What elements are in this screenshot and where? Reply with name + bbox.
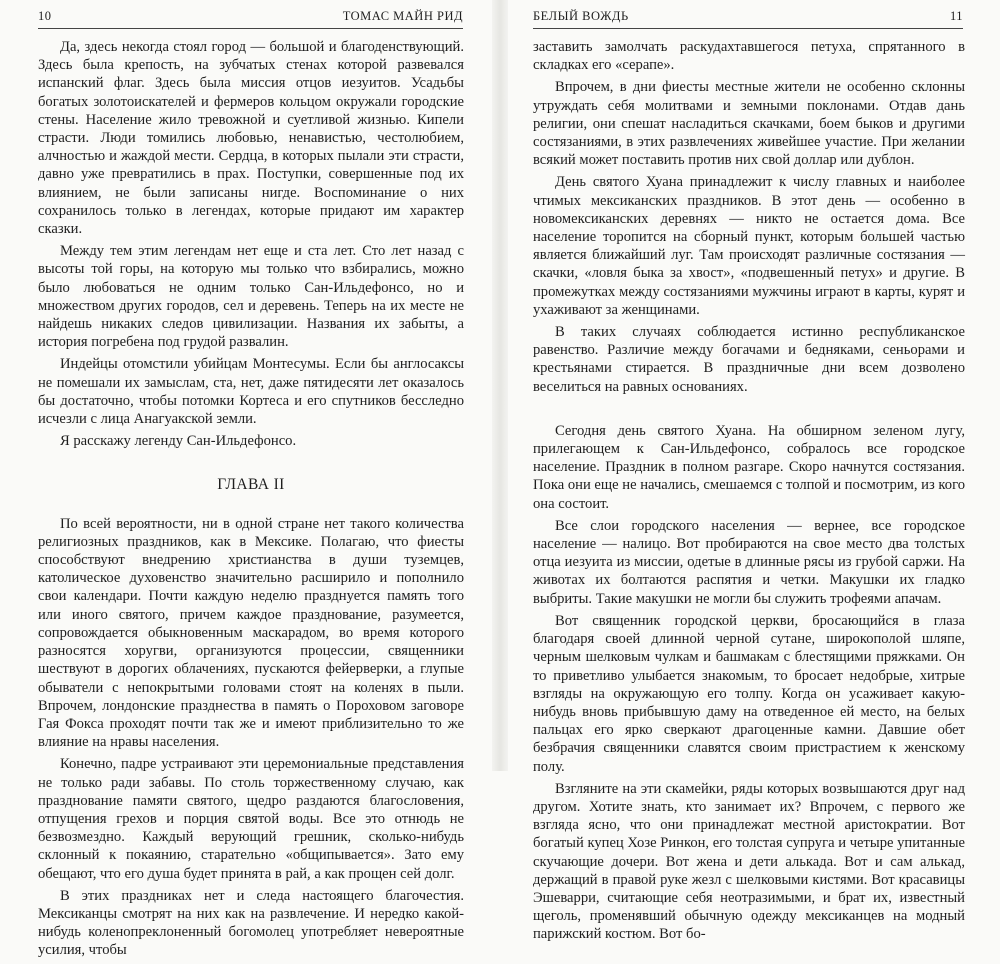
paragraph: Конечно, падре устраивают эти церемониальные представления не только ради забавы. По столь торжественному случаю, как празднование памяти святого, щедро раздаются благословения, отпущения грехов и порция святой воды. Все это отнюдь не безвозмездно. Каждый верующий грешник, сколько-нибудь склонный к покаянию, старательно «общипывается». Зато ему обещают, что его душа будет принята в рай, а как прощен сей долг. [38,756,464,882]
paragraph: Впрочем, в дни фиесты местные жители не особенно склонны утруждать себя молитвами и земными поклонами. Отдав дань религии, они спешат насладиться скачками, боем быков и другими состязаниями, в этих развлечениях живейшее участие. При желании всякий может поставить против них свой доллар или дублон. [533,79,965,169]
right-page [508,0,1000,943]
right-page-body [533,38,965,948]
paragraph: Я расскажу легенду Сан-Ильдефонсо. [60,433,297,450]
book-gutter [492,0,508,771]
page-number: 10 [38,9,52,23]
running-head: БЕЛЫЙ ВОЖДЬ [533,9,629,23]
paragraph: Между тем этим легендам нет еще и ста лет. Сто лет назад с высоты той горы, на которую мы только что взбирались, можно было любоваться не одним только Сан-Ильдефонсо, но и множеством других городов, сел и деревень. Теперь на их месте не найдешь никаких следов цивилизации. Названия их забыты, а история погребена под грудой развалин. [38,243,464,351]
page-number: 11 [949,9,963,23]
paragraph: В таких случаях соблюдается истинно республиканское равенство. Различие между богачами и бедняками, сеньорами и крестьянами стирается. В праздничные дни всем дозволено веселиться на равных основаниях. [533,324,965,395]
left-page-header [38,6,463,29]
paragraph: Вот священник городской церкви, бросающийся в глаза благодаря своей длинной черной сутане, широкополой шляпе, черным шелковым чулкам и башмакам с блестящими пряжками. Он то приветливо улыбается знакомым, то бросает недобрые, хитрые взгляды на окружающую его толпу. Когда он усаживает какую-нибудь вновь прибывшую даму на отведенное ей место, на белых пальцах его ярко сверкают драгоценные камни. Давшие обет безбрачия священники славятся своим пристрастием к женскому полу. [533,612,965,775]
paragraph: Индейцы отомстили убийцам Монтесумы. Если бы англосаксы не помешали их замыслам, ста, нет, даже пятидесяти лет оказалось бы достаточно, чтобы потомки Кортеса и его спутников бесследно исчезли с лица Анагуакской земли. [38,356,464,428]
paragraph: Все слои городского населения — вернее, все городское население — налицо. Вот пробираются на свое место два толстых отца иезуита из миссии, одетые в длинные рясы из грубой саржи. На животах их болтаются распятия и четки. Макушки их гладко выбриты. Такие макушки не могли бы служить трофеями апачам. [533,517,965,607]
paragraph: Взгляните на эти скамейки, ряды которых возвышаются друг над другом. Хотите знать, кто занимает их? Впрочем, с первого же взгляда ясно, что они принадлежат местной аристократии. Вот богатый купец Хозе Ринкон, его толстая супруга и четыре упитанные скучающие дочери. Вот жена и дети алькада. Вот и сам алькад, держащий в правой руке жезл с шелковыми кистями. Вот красавицы Эшеварри, считающие себя неотразимыми, и брат их, известный щеголь, променявший обычную одежду мексиканцев на модный парижский костюм. Вот бо- [533,780,965,943]
paragraph: Сегодня день святого Хуана. На обширном зеленом лугу, прилегающем к Сан-Ильдефонсо, собралось все городское население. Праздник в полном разгаре. Скоро начнутся состязания. Пока они еще не начались, смешаемся с толпой и посмотрим, из кого она состоит. [533,422,965,512]
paragraph: Да, здесь некогда стоял город — большой и благоденствующий. Здесь была крепость, на зубчатых стенах которой развевался испанский флаг. Здесь была миссия отцов иезуитов. Усадьбы богатых золотоискателей и фермеров кольцом окружали городские стены. Население жило тревожной и суетливой жизнью. Кипели страсти. Люди томились любовью, ненавистью, честолюбием, алчностью и жаждой мести. Сердца, в которых пылали эти страсти, давно уже превратились в прах. Поступки, совершенные под их влиянием, не были записаны нигде. Воспоминание о них сохранилось только в легендах, которые придают им характер сказки. [38,39,464,238]
paragraph: По всей вероятности, ни в одной стране нет такого количества религиозных праздников, как в Мексике. Полагаю, что фиесты способствуют внедрению христианства в души туземцев, католическое духовенство значительно расширило и пополнило свои календари. Почти каждую неделю празднуется память того или иного святого, причем каждое празднование, разумеется, сопровождается обыкновенным маскарадом, во время которого разносятся хоругви, организуются процессии, священники шествуют в дорогих облачениях, пускаются фейерверки, а глупые обыватели с непокрытыми головами стоят на коленях в пыли. Впрочем, лондонские празднества в память о Пороховом заговоре Гая Фокса проходят почти так же и имеют приблизительно то же влияние на нравы населения. [38,515,464,751]
running-head: ТОМАС МАЙН РИД [342,9,463,23]
paragraph-continuation: заставить замолчать раскудахтавшегося петуха, спрятанного в складках его «серапе». [533,39,965,74]
chapter-title: ГЛАВА II [217,476,285,494]
section-break [533,400,965,422]
left-page [0,0,492,959]
paragraph: В этих праздниках нет и следа настоящего благочестия. Мексиканцы смотрят на них как на развлечение. И нередко какой-нибудь коленопреклоненный богомолец употребляет невероятные усилия, чтобы [38,887,464,959]
right-page-header [533,6,963,29]
paragraph: День святого Хуана принадлежит к числу главных и наиболее чтимых мексиканских праздников. В этот день — особенно в новомексиканских деревнях — никто не остается дома. Все население торопится на сборный пункт, которым большей частью является ближайший луг. Там происходят различные состязания — скачки, «ловля быка за хвост», «подвешенный петух» и другие. В промежутках между состязаниями мужчины играют в карты, курят и ухаживают за женщинами. [533,174,965,318]
left-page-body [38,38,464,964]
